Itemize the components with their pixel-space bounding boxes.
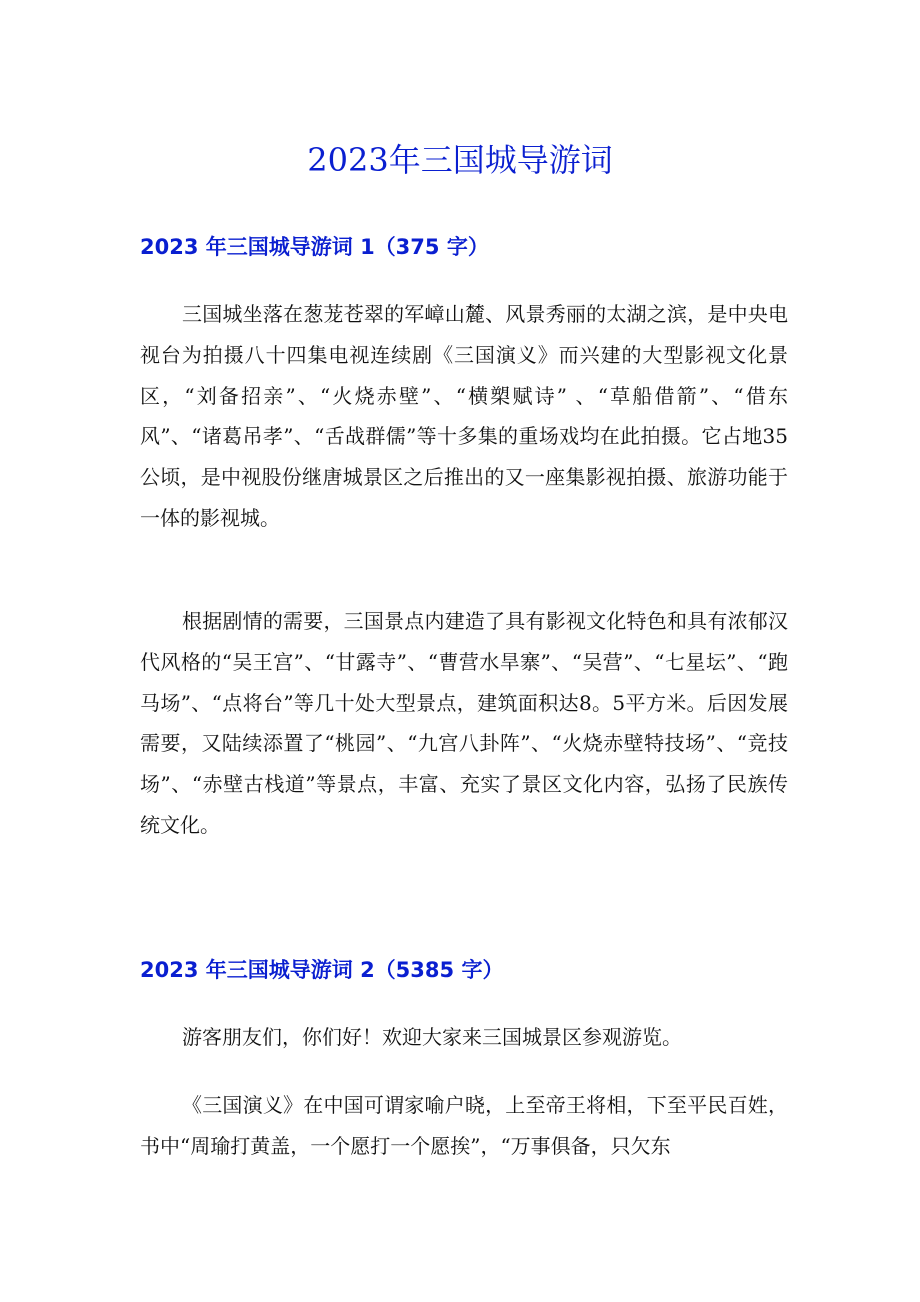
section-1-paragraph-2: 根据剧情的需要，三国景点内建造了具有影视文化特色和具有浓郁汉代风格的“吴王宫”、“甘露寺”、“曹营水旱寨”、“吴营”、“七星坛”、“跑马场”、“点将台”等几十处大型景点，建筑面积达8。5平方米。后因发展需要，又陆续添置了“桃园”、“九宫八卦阵”、“火烧赤壁特技场”、“竞技场”、“赤壁古栈道”等景点，丰富、充实了景区文化内容，弘扬了民族传统文化。 [140, 609, 788, 837]
section-heading-2: 2023 年三国城导游词 2（5385 字） [140, 958, 504, 982]
section-heading-1: 2023 年三国城导游词 1（375 字） [140, 235, 489, 259]
document-title: 2023年三国城导游词 [307, 141, 613, 179]
section-2-paragraph-2: 《三国演义》在中国可谓家喻户晓，上至帝王将相，下至平民百姓，书中“周瑜打黄盖，一个愿打一个愿挨”，“万事俱备，只欠东 [140, 1093, 788, 1158]
section-1-paragraph-1: 三国城坐落在葱茏苍翠的军嶂山麓、风景秀丽的太湖之滨，是中央电视台为拍摄八十四集电视连续剧《三国演义》而兴建的大型影视文化景区，“刘备招亲”、“火烧赤壁”、“横槊赋诗” 、“草船借箭”、“借东风”、“诸葛吊孝”、“舌战群儒”等十多集的重场戏均在此拍摄。它占地35公顷，是中视股份继唐城景区之后推出的又一座集影视拍摄、旅游功能于一体的影视城。 [140, 302, 788, 530]
section-2-paragraph-1: 游客朋友们，你们好！欢迎大家来三国城景区参观游览。 [182, 1025, 682, 1049]
